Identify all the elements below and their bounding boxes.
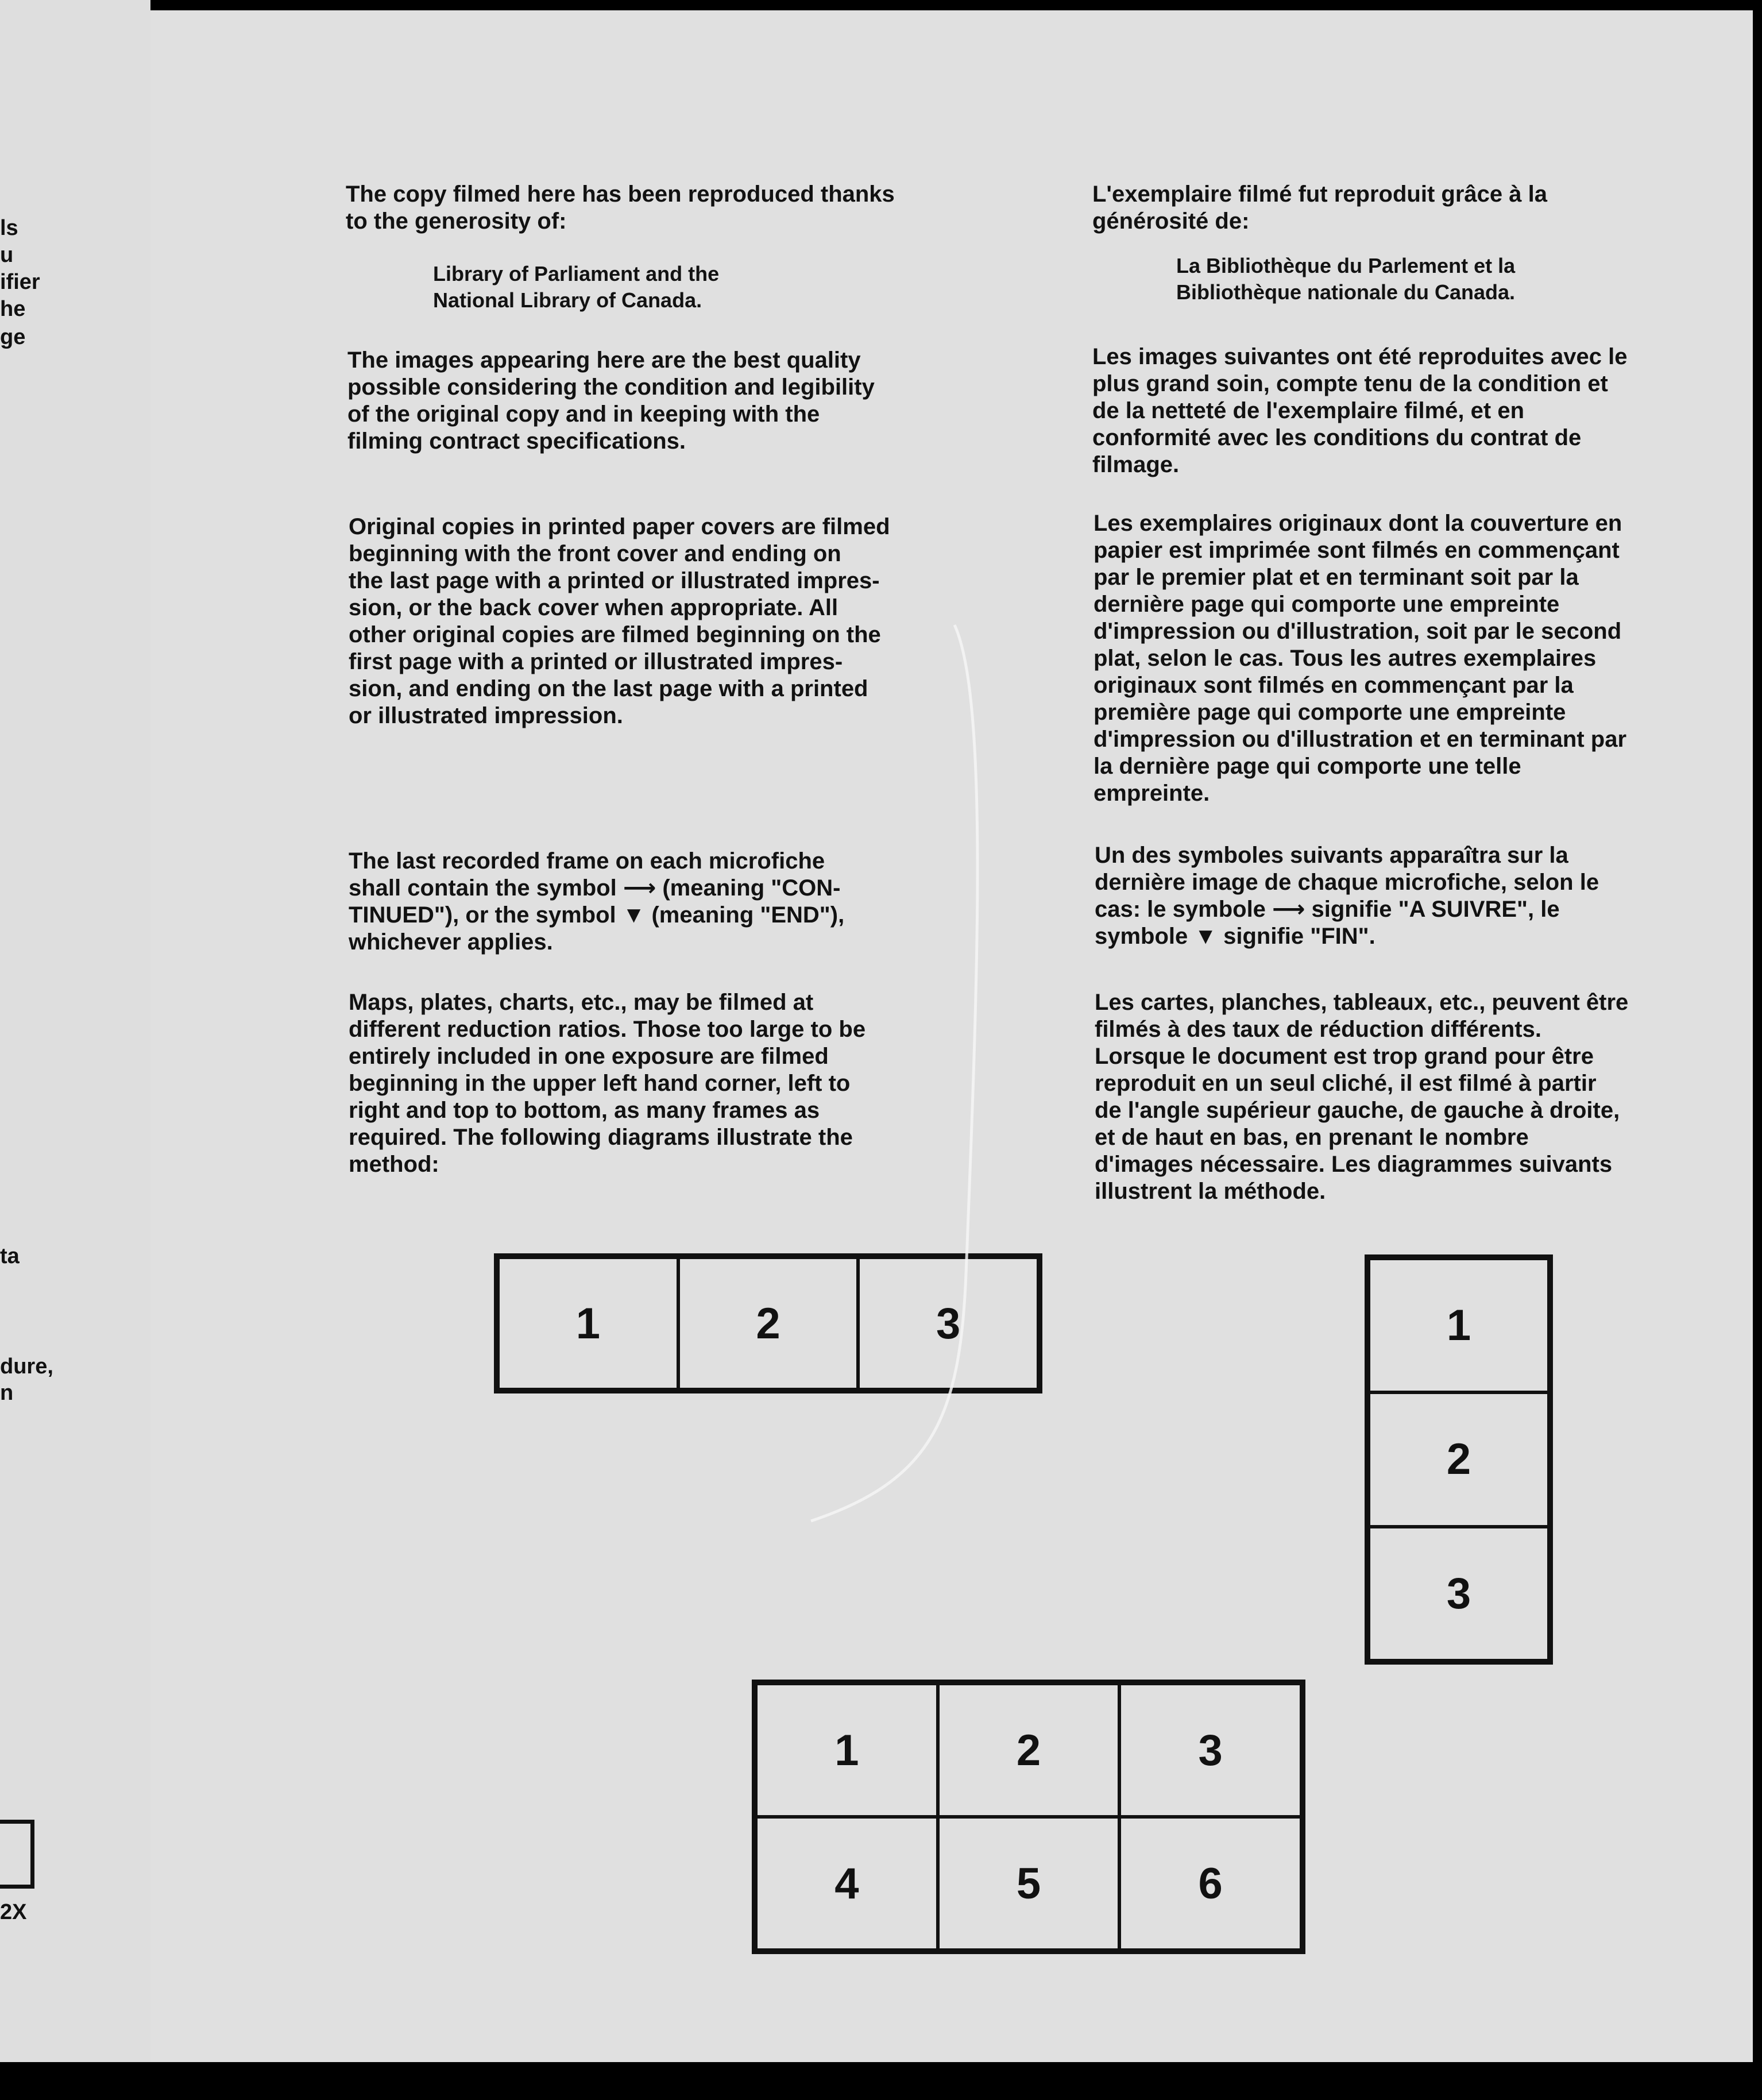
english-quality-note: The images appearing here are the best quality possible considering the condition and legibility of the original copy and in keeping with the filming contract specifications.	[347, 348, 875, 454]
film-bottom-band	[0, 2062, 1762, 2100]
french-credit-intro: L'exemplaire filmé fut reproduit grâce à la générosité de:	[1092, 182, 1547, 234]
cropped-box	[0, 1820, 34, 1889]
diagram-grid	[752, 1680, 1305, 1954]
cropped-text: n	[0, 1381, 14, 1405]
frame-cell: 1	[1369, 1259, 1549, 1392]
frame-cell: 3	[1119, 1684, 1301, 1817]
french-symbols-note: Un des symboles suivants apparaîtra sur la dernière image de chaque microfiche, selon le cas: le symbole ⟶ signifie "A SUIVRE", le symbole ▼ signifie "FIN".	[1095, 843, 1599, 949]
diagram-horizontal	[494, 1253, 1042, 1393]
frame-cell: 6	[1119, 1817, 1301, 1950]
french-quality-note: Les images suivantes ont été reproduites avec le plus grand soin, compte tenu de la condition et de la netteté de l'exemplaire filmé, et en conformité avec les conditions du contrat de filmage.	[1092, 344, 1628, 477]
frame-cell: 2	[678, 1257, 859, 1389]
cropped-text: ls	[0, 216, 18, 240]
cropped-text: ifier	[0, 270, 40, 294]
filming-notice-page	[150, 10, 1753, 2062]
french-originals-note: Les exemplaires originaux dont la couverture en papier est imprimée sont filmés en commençant par le premier plat et en terminant soit par la dernière page qui comporte une empreinte d'impression ou d'illustration, soit par le second plat, selon le cas. Tous les autres exemplaires originaux sont filmés en commençant par la première page qui comporte une empreinte d'impression ou d'illustration et en terminant par la dernière page qui comporte une telle empreinte.	[1093, 511, 1627, 806]
cropped-text: he	[0, 297, 26, 321]
french-maps-note: Les cartes, planches, tableaux, etc., peuvent être filmés à des taux de réduction différents. Lorsque le document est trop grand pour être reproduit en un seul cliché, il est filmé à partir de l'angle supérieur gauche, de gauche à droite, et de haut en bas, en prenant le nombre d'images nécessaire. Les diagrammes suivants illustrent la méthode.	[1095, 990, 1629, 1204]
frame-cell: 1	[498, 1257, 678, 1389]
previous-page-edge	[0, 0, 150, 2062]
diagram-vertical	[1365, 1254, 1553, 1665]
frame-cell: 2	[1369, 1392, 1549, 1526]
frame-cell: 1	[756, 1684, 938, 1817]
frame-cell: 5	[938, 1817, 1120, 1950]
frame-cell: 3	[1369, 1527, 1549, 1661]
english-maps-note: Maps, plates, charts, etc., may be filmed at different reduction ratios. Those too large to be entirely included in one exposure are filmed beginning in the upper left hand corner, left to right and top to bottom, as many frames as required. The following diagrams illustrate the method:	[349, 990, 866, 1177]
english-symbols-note: The last recorded frame on each microfiche shall contain the symbol ⟶ (meaning "CON- TINUED"), or the symbol ▼ (meaning "END"), whichever applies.	[349, 848, 845, 955]
frame-cell: 3	[858, 1257, 1038, 1389]
cropped-text: ge	[0, 325, 26, 349]
frame-cell: 4	[756, 1817, 938, 1950]
english-credit-name: Library of Parliament and the National Library of Canada.	[433, 262, 720, 312]
cropped-text: 2X	[0, 1900, 27, 1924]
cropped-text: dure,	[0, 1354, 53, 1379]
cropped-text: u	[0, 243, 14, 267]
french-credit-name: La Bibliothèque du Parlement et la Bibliothèque nationale du Canada.	[1176, 254, 1516, 304]
english-credit-intro: The copy filmed here has been reproduced thanks to the generosity of:	[346, 182, 895, 234]
frame-cell: 2	[938, 1684, 1120, 1817]
cropped-text: ta	[0, 1244, 20, 1268]
english-originals-note: Original copies in printed paper covers are filmed beginning with the front cover and ending on the last page with a printed or illustrated impres- sion, or the back cover when appropriate. All other original copies are filmed beginning on the first page with a printed or illustrated impres- sion, and ending on the last page with a printed or illustrated impression.	[349, 514, 890, 728]
